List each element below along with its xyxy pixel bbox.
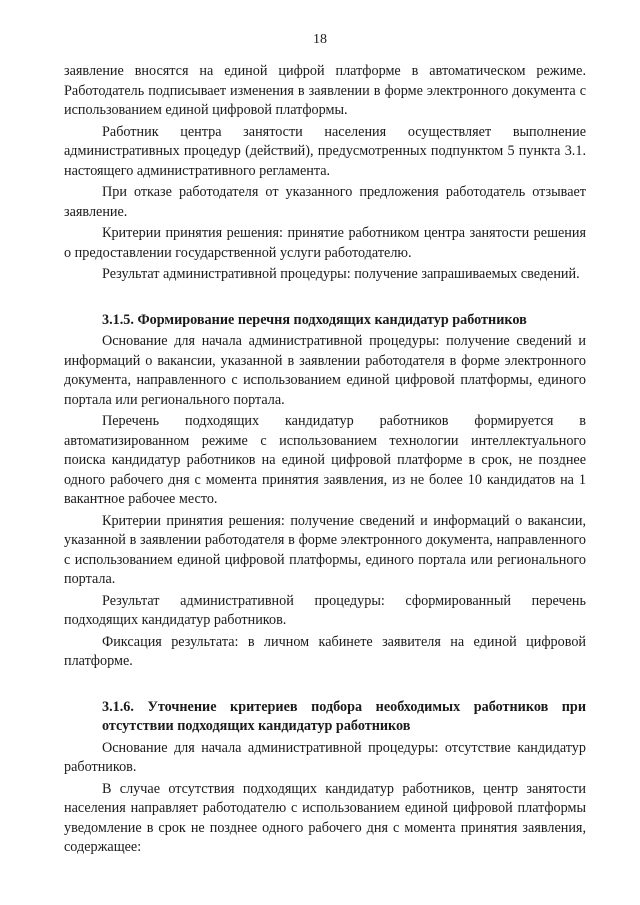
paragraph: Результат административной процедуры: сформированный перечень подходящих кандидатур работников. <box>64 592 586 628</box>
paragraph: Основание для начала административной процедуры: получение сведений и информаций о вакансии, указанной в заявлении работодателя в форме электронного документа, направленного с использованием единой цифровой платформы, единого портала или регионального портала. <box>64 333 586 408</box>
paragraph: При отказе работодателя от указанного предложения работодатель отзывает заявление. <box>64 184 586 220</box>
paragraph: В случае отсутствия подходящих кандидатур работников, центр занятости населения направляет работодателю с использованием единой цифровой платформы уведомление в срок не позднее одного рабочего дня с момента принятия заявления, содержащее: <box>64 780 586 855</box>
paragraph: Критерии принятия решения: получение сведений и информаций о вакансии, указанной в заявлении работодателя в форме электронного документа, направленного с использованием единой цифровой платформы, единого портала или регионального портала. <box>64 512 586 587</box>
page-number: 18 <box>313 32 327 47</box>
paragraph: Работник центра занятости населения осуществляет выполнение административных процедур (действий), предусмотренных подпунктом 5 пункта 3.1. настоящего административного регламента. <box>64 123 586 179</box>
section-heading-3-1-5: 3.1.5. Формирование перечня подходящих кандидатур работников <box>102 311 527 328</box>
document-body <box>64 62 586 858</box>
paragraph: Основание для начала административной процедуры: отсутствие кандидатур работников. <box>64 739 586 775</box>
paragraph: Критерии принятия решения: принятие работником центра занятости решения о предоставлении государственной услуги работодателю. <box>64 225 586 261</box>
section-heading-3-1-6: 3.1.6. Уточнение критериев подбора необходимых работников при отсутствии подходящих кандидатур работников <box>102 698 586 734</box>
paragraph: Фиксация результата: в личном кабинете заявителя на единой цифровой платформе. <box>64 633 586 669</box>
paragraph: Перечень подходящих кандидатур работников формируется в автоматизированном режиме с использованием технологии интеллектуального поиска кандидатур работников на единой цифровой платформе в срок, не позднее одного рабочего дня с момента принятия заявления, из не более 10 кандидатов на 1 вакантное рабочее место. <box>64 413 586 507</box>
paragraph-continuation: заявление вносятся на единой цифрой платформе в автоматическом режиме. Работодатель подписывает изменения в заявлении в форме электронного документа с использованием единой цифровой платформы. <box>64 63 586 118</box>
paragraph: Результат административной процедуры: получение запрашиваемых сведений. <box>102 266 580 282</box>
